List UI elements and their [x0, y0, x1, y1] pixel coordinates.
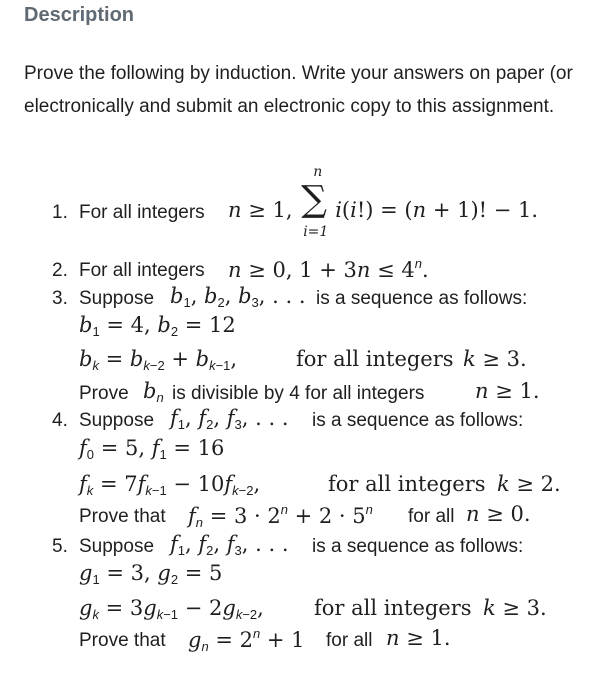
- sequence-intro: is a sequence as follows:: [312, 536, 524, 557]
- initial-values: $g_1 = 3$, $g_2 = 5$: [79, 561, 223, 587]
- problem-1-prefix: For all integers: [79, 202, 205, 223]
- initial-values: $b_1 = 4$, $b_2 = 12$: [79, 313, 236, 339]
- prove-formula: $g_n = 2^n + 1$: [188, 626, 305, 654]
- problem-number: 2.: [52, 260, 68, 281]
- prove-label: Prove that: [79, 630, 166, 651]
- sequence-intro: is a sequence as follows:: [316, 288, 528, 309]
- condition-text: for all integers: [328, 472, 486, 496]
- problem-2-math: n ≥ 0, $1 + 3n \le 4^n$.: [228, 256, 429, 282]
- intro-paragraph: Prove the following by induction. Write your answers on paper (or electronically and submit an electronic copy to this assignment.: [24, 63, 573, 117]
- prove-var: $b_n$: [143, 379, 164, 405]
- problem-2-prefix: For all integers: [79, 260, 205, 281]
- sequence-intro: is a sequence as follows:: [312, 410, 524, 431]
- prove-cond: n ≥ 0.: [466, 502, 531, 526]
- condition-math: k ≥ 3.: [483, 596, 547, 620]
- initial-values: $f_0 = 5$, $f_1 = 16$: [79, 436, 225, 462]
- recurrence: $b_k = b_{k-2} + b_{k-1}$,: [79, 347, 238, 373]
- condition-math: k ≥ 3.: [463, 347, 527, 371]
- problem-1-math: n ≥ 1, n ∑ i=1 i(i!) = (n + 1)! − 1.: [228, 163, 539, 240]
- condition-text: for all integers: [296, 347, 454, 371]
- suppose-label: Suppose: [79, 288, 155, 309]
- prove-cond: n ≥ 1.: [386, 626, 451, 650]
- prove-label: Prove: [79, 383, 129, 404]
- sequence-math: $b_1$, $b_2$, $b_3$, . . .: [170, 284, 306, 310]
- sequence-math: $f_1$, $f_2$, $f_3$, . . .: [170, 406, 289, 432]
- condition-text: for all integers: [314, 596, 472, 620]
- suppose-label: Suppose: [79, 536, 155, 557]
- prove-formula: $f_n = 3 \cdot 2^n + 2 \cdot 5^n$: [188, 502, 373, 530]
- problem-number: 3.: [52, 288, 68, 309]
- description-heading: Description: [24, 4, 135, 26]
- problem-number: 1.: [52, 202, 68, 223]
- sequence-math: $f_1$, $f_2$, $f_3$, . . .: [170, 532, 289, 558]
- prove-cond: n ≥ 1.: [475, 379, 540, 403]
- condition-math: k ≥ 2.: [497, 472, 561, 496]
- prove-label: Prove that: [79, 506, 166, 527]
- problem-number: 5.: [52, 536, 68, 557]
- problem-number: 4.: [52, 410, 68, 431]
- recurrence: $g_k = 3g_{k-1} - 2g_{k-2}$,: [79, 596, 264, 622]
- prove-tail: for all: [408, 506, 455, 527]
- recurrence: $f_k = 7f_{k-1} - 10f_{k-2}$,: [79, 472, 261, 498]
- suppose-label: Suppose: [79, 410, 155, 431]
- prove-mid: is divisible by 4 for all integers: [172, 383, 425, 404]
- prove-tail: for all: [326, 630, 373, 651]
